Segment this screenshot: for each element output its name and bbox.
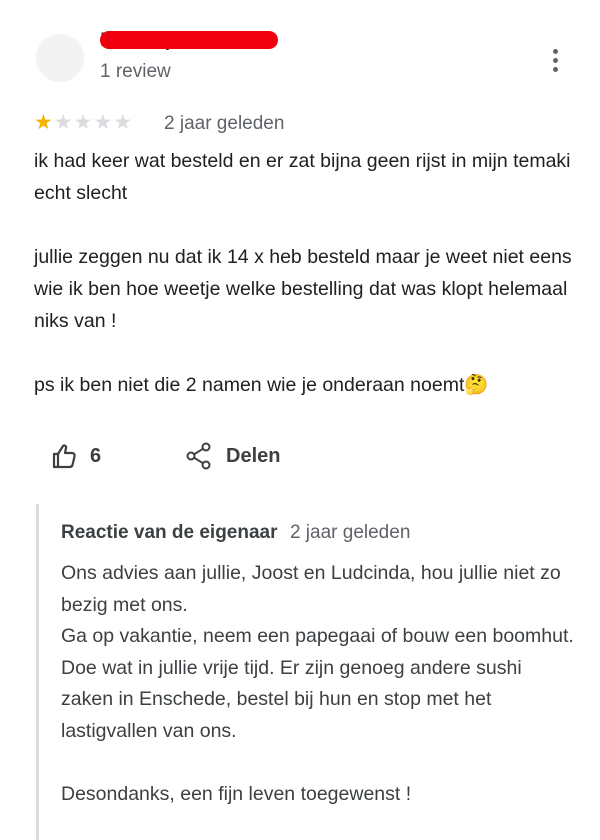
owner-reply-paragraph: Ga op vakantie, neem een papegaai of bouw een boomhut. Doe wat in jullie vrije tijd. Er zijn genoeg andere sushi zaken in Enschede, bestel bij hun en stop met het lastigvallen van ons. [61,625,574,742]
more-options-button[interactable] [544,47,566,75]
more-vertical-icon-dot [553,67,558,72]
like-count: 6 [90,444,102,467]
share-label: Delen [226,444,281,467]
review-count: 1 review [100,61,171,82]
owner-reply-time: 2 jaar geleden [289,522,411,543]
owner-reply-paragraph: Ons advies aan jullie, Joost en Ludcinda, hou jullie niet zo bezig met ons. [61,562,561,616]
review-paragraph: jullie zeggen nu dat ik 14 x heb besteld maar je weet niet eens wie ik ben hoe weetje welke bestelling dat was klopt helemaal niks van ! [34,246,572,332]
review-paragraph: ps ik ben niet die 2 namen wie je onderaan noemt🤔 [34,374,489,396]
thumbs-up-icon [50,442,78,470]
review-paragraph: ik had keer wat besteld en er zat bijna geen rijst in mijn temaki echt slecht [34,150,571,204]
star-rating [34,112,132,134]
more-vertical-icon-dot [553,58,558,63]
review-text [34,145,574,401]
star-empty-icon: ★ [73,111,93,134]
owner-reply-header [61,522,410,544]
avatar[interactable] [36,34,84,82]
redaction-mark [100,31,278,49]
star-empty-icon: ★ [53,111,73,134]
owner-reply-paragraph: Desondanks, een fijn leven toegewenst ! [61,782,412,805]
like-button[interactable] [50,440,101,472]
star-empty-icon: ★ [93,111,113,134]
owner-reply-title: Reactie van de eigenaar [61,522,278,543]
owner-reply-text [61,558,576,810]
star-empty-icon: ★ [113,111,133,134]
review-time: 2 jaar geleden [164,113,285,134]
star-filled-icon: ★ [34,111,53,134]
owner-reply [36,504,579,840]
more-vertical-icon [553,49,558,54]
share-button[interactable] [186,440,280,472]
share-icon [186,442,212,470]
